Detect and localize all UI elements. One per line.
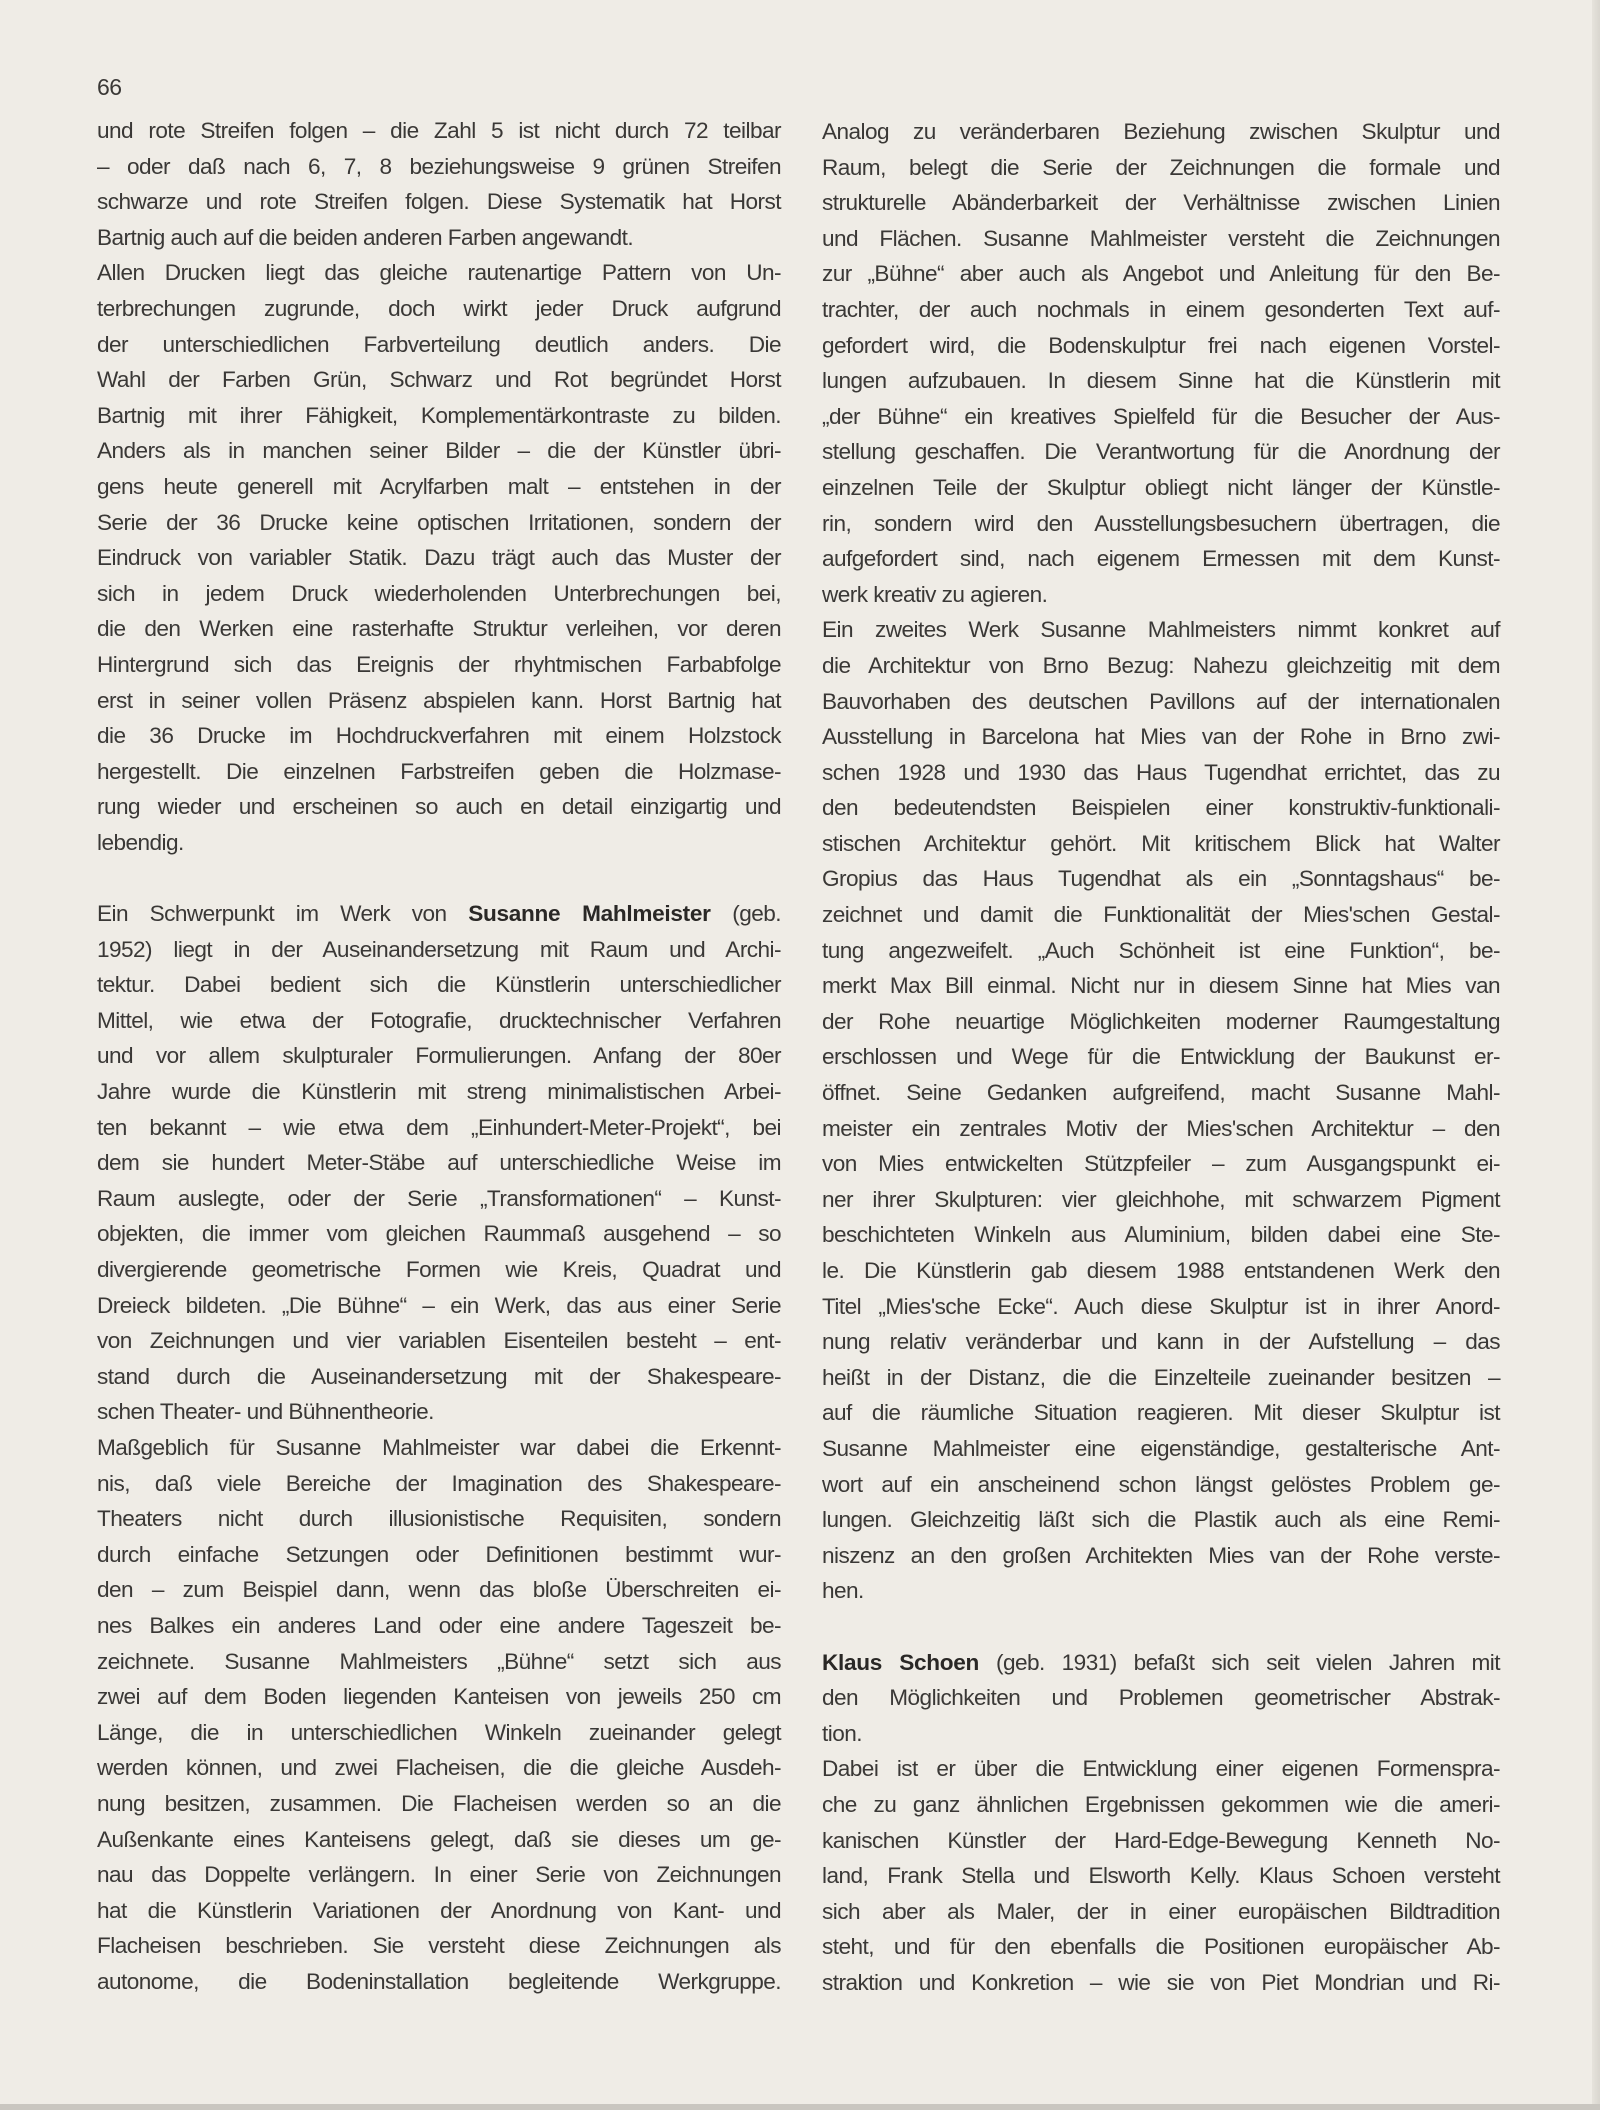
text-line: schwarze und rote Streifen folgen. Diese Systematik hat Horst: [97, 189, 781, 215]
text-line: Außenkante eines Kanteisens gelegt, daß sie dieses um ge-: [97, 1826, 781, 1852]
paragraph-mies-ecke: [822, 612, 1500, 1609]
text-line: Allen Drucken liegt das gleiche rautenartige Pattern von Un-: [97, 260, 781, 286]
text-line: kanischen Künstler der Hard-Edge-Bewegung Kenneth No-: [822, 1827, 1500, 1853]
text-line: nes Balkes ein anderes Land oder eine andere Tageszeit be-: [97, 1612, 781, 1638]
text-line: merkt Max Bill einmal. Nicht nur in diesem Sinne hat Mies van: [822, 973, 1500, 999]
paragraph-bartnig-systematik: [97, 113, 781, 255]
artist-name-schoen: Klaus Schoen: [822, 1649, 980, 1675]
text-line: stischen Architektur gehört. Mit kritischem Blick hat Walter: [822, 830, 1500, 856]
paragraph-schoen-intro: [822, 1645, 1500, 1752]
text-line: wort auf ein anscheinend schon längst gelöstes Problem ge-: [822, 1471, 1500, 1497]
text-line: tion.: [822, 1720, 862, 1746]
text-line: nung relativ veränderbar und kann in der Aufstellung – das: [822, 1329, 1500, 1355]
text-line: terbrechungen zugrunde, doch wirkt jeder Druck aufgrund: [97, 295, 781, 321]
text-line: steht, und für den ebenfalls die Positionen europäischer Ab-: [822, 1934, 1500, 1960]
text-line: zeichnete. Susanne Mahlmeisters „Bühne“ setzt sich aus: [97, 1648, 781, 1674]
text-line: und Flächen. Susanne Mahlmeister versteht die Zeichnungen: [822, 225, 1500, 251]
text-line: lungen aufzubauen. In diesem Sinne hat die Künstlerin mit: [822, 368, 1500, 394]
text-line: sich aber als Maler, der in einer europäischen Bildtradition: [822, 1898, 1500, 1924]
text-line: Theaters nicht durch illusionistische Requisiten, sondern: [97, 1506, 781, 1532]
text-line: Gropius das Haus Tugendhat als ein „Sonntagshaus“ be-: [822, 866, 1500, 892]
page-edge: [1592, 0, 1600, 2110]
text-line: strukturelle Abänderbarkeit der Verhältnisse zwischen Linien: [822, 190, 1500, 216]
text-line: Bartnig mit ihrer Fähigkeit, Komplementärkontraste zu bilden.: [97, 402, 781, 428]
text-line: werk kreativ zu agieren.: [822, 581, 1048, 607]
text-line: meister ein zentrales Motiv der Mies'schen Architektur – den: [822, 1115, 1500, 1141]
text-line: nau das Doppelte verlängern. In einer Serie von Zeichnungen: [97, 1862, 781, 1888]
text-line: hen.: [822, 1578, 864, 1604]
text-line: den Möglichkeiten und Problemen geometrischer Abstrak-: [822, 1685, 1500, 1711]
text-line: den – zum Beispiel dann, wenn das bloße Überschreiten ei-: [97, 1577, 781, 1603]
text-line: die Architektur von Brno Bezug: Nahezu gleichzeitig mit dem: [822, 652, 1500, 678]
text-line: – oder daß nach 6, 7, 8 beziehungsweise 9 grünen Streifen: [97, 153, 781, 179]
text-line: Jahre wurde die Künstlerin mit streng minimalistischen Arbei-: [97, 1079, 781, 1105]
paragraph-schoen-formensprache: [822, 1751, 1500, 2000]
text-line: autonome, die Bodeninstallation begleitende Werkgruppe.: [97, 1968, 781, 1994]
text-line: le. Die Künstlerin gab diesem 1988 entstandenen Werk den: [822, 1258, 1500, 1283]
text-line: Wahl der Farben Grün, Schwarz und Rot begründet Horst: [97, 367, 781, 393]
text-line: erschlossen und Wege für die Entwicklung der Baukunst er-: [822, 1044, 1500, 1070]
text-line: und rote Streifen folgen – die Zahl 5 ist nicht durch 72 teilbar: [97, 118, 781, 143]
text-line: ten bekannt – wie etwa dem „Einhundert-Meter-Projekt“, bei: [97, 1114, 781, 1140]
text-line: che zu ganz ähnlichen Ergebnissen gekommen wie die ameri-: [822, 1791, 1500, 1817]
page-bottom-edge: [0, 2104, 1600, 2110]
left-column: [97, 113, 781, 1999]
text-line: schen Theater- und Bühnentheorie.: [97, 1399, 434, 1425]
text-line: Raum auslegte, oder der Serie „Transformationen“ – Kunst-: [97, 1185, 781, 1211]
text-line: straktion und Konkretion – wie sie von Piet Mondrian und Ri-: [822, 1969, 1500, 1995]
text-line: zeichnet und damit die Funktionalität der Mies'schen Gestal-: [822, 902, 1500, 928]
right-column: [822, 114, 1500, 2000]
text-line: gens heute generell mit Acrylfarben malt – entstehen in der: [97, 473, 781, 499]
text-line: Analog zu veränderbaren Beziehung zwischen Skulptur und: [822, 119, 1500, 144]
text-line: niszenz an den großen Architekten Mies van der Rohe verste-: [822, 1542, 1500, 1568]
text-line: lungen. Gleichzeitig läßt sich die Plastik auch als eine Remi-: [822, 1507, 1500, 1533]
text-line: erst in seiner vollen Präsenz abspielen kann. Horst Bartnig hat: [97, 687, 781, 713]
text-line: und vor allem skulpturaler Formulierungen. Anfang der 80er: [97, 1043, 781, 1069]
text-line: Bauvorhaben des deutschen Pavillons auf der internationalen: [822, 688, 1500, 714]
text-line: Dreieck bildeten. „Die Bühne“ – ein Werk, das aus einer Serie: [97, 1292, 781, 1318]
text-line: stand durch die Auseinandersetzung mit der Shakespeare-: [97, 1363, 781, 1389]
text-line: divergierende geometrische Formen wie Kreis, Quadrat und: [97, 1257, 781, 1282]
text-line: tektur. Dabei bedient sich die Künstlerin unterschiedlicher: [97, 972, 781, 998]
text-line: öffnet. Seine Gedanken aufgreifend, macht Susanne Mahl-: [822, 1080, 1500, 1106]
paragraph-bartnig-drucke: [97, 255, 781, 860]
text-line: Bartnig auch auf die beiden anderen Farben angewandt.: [97, 224, 634, 250]
text-line: Dabei ist er über die Entwicklung einer eigenen Formenspra-: [822, 1756, 1500, 1782]
text-line: objekten, die immer vom gleichen Raummaß ausgehend – so: [97, 1221, 781, 1247]
text-line: rung wieder und erscheinen so auch en detail einzigartig und: [97, 794, 781, 820]
text-line: einzelnen Teile der Skulptur obliegt nicht länger der Künstle-: [822, 474, 1500, 500]
text-line: Eindruck von variabler Statik. Dazu trägt auch das Muster der: [97, 545, 781, 571]
text-line: Ein zweites Werk Susanne Mahlmeisters nimmt konkret auf: [822, 617, 1500, 643]
text-line: hat die Künstlerin Variationen der Anordnung von Kant- und: [97, 1897, 781, 1923]
text-line: nung besitzen, zusammen. Die Flacheisen werden so an die: [97, 1790, 781, 1816]
text-line: Länge, die in unterschiedlichen Winkeln zueinander gelegt: [97, 1719, 781, 1745]
paragraph-gap: [822, 1609, 1500, 1645]
text-line: durch einfache Setzungen oder Definitionen bestimmt wur-: [97, 1541, 781, 1567]
text-line: schen 1928 und 1930 das Haus Tugendhat errichtet, das zu: [822, 759, 1500, 785]
text-line: aufgefordert sind, nach eigenem Ermessen mit dem Kunst-: [822, 546, 1500, 572]
paragraph-zeichnungen: [822, 114, 1500, 612]
text-line: werden können, und zwei Flacheisen, die die gleiche Ausdeh-: [97, 1755, 781, 1781]
text-line: von Zeichnungen und vier variablen Eisenteilen besteht – ent-: [97, 1328, 781, 1354]
text-line: Raum, belegt die Serie der Zeichnungen die formale und: [822, 154, 1500, 180]
text-line: tung angezweifelt. „Auch Schönheit ist eine Funktion“, be-: [822, 937, 1500, 963]
text-line: Flacheisen beschrieben. Sie versteht diese Zeichnungen als: [97, 1933, 781, 1959]
text-line: Maßgeblich für Susanne Mahlmeister war dabei die Erkennt-: [97, 1434, 781, 1460]
text-fragment: (geb.: [710, 901, 782, 927]
text-line: ner ihrer Skulpturen: vier gleichhohe, mit schwarzem Pigment: [822, 1186, 1500, 1212]
text-line: die 36 Drucke im Hochdruckverfahren mit einem Holzstock: [97, 723, 781, 749]
text-line: [822, 1645, 1500, 1681]
paragraph-mahlmeister-buehne: [97, 1430, 781, 2000]
text-line: zwei auf dem Boden liegenden Kanteisen von jeweils 250 cm: [97, 1684, 781, 1710]
text-line: hergestellt. Die einzelnen Farbstreifen geben die Holzmase-: [97, 758, 781, 784]
text-line: der unterschiedlichen Farbverteilung deutlich anders. Die: [97, 331, 781, 357]
text-line: land, Frank Stella und Elsworth Kelly. Klaus Schoen versteht: [822, 1863, 1500, 1889]
text-line: der Rohe neuartige Möglichkeiten moderner Raumgestaltung: [822, 1008, 1500, 1034]
paragraph-mahlmeister-intro: [97, 896, 781, 1430]
artist-name-mahlmeister: Susanne Mahlmeister: [468, 901, 711, 927]
paragraph-gap: [97, 860, 781, 896]
text-line: lebendig.: [97, 829, 184, 855]
text-line: stellung geschaffen. Die Verantwortung für die Anordnung der: [822, 439, 1500, 465]
text-line: Mittel, wie etwa der Fotografie, drucktechnischer Verfahren: [97, 1007, 781, 1033]
text-line: die den Werken eine rasterhafte Struktur verleihen, vor deren: [97, 616, 781, 642]
text-line: 1952) liegt in der Auseinandersetzung mit Raum und Archi-: [97, 936, 781, 962]
text-line: dem sie hundert Meter-Stäbe auf unterschiedliche Weise im: [97, 1150, 781, 1176]
text-line: auf die räumliche Situation reagieren. Mit dieser Skulptur ist: [822, 1400, 1500, 1426]
text-line: Ausstellung in Barcelona hat Mies van der Rohe in Brno zwi-: [822, 724, 1500, 750]
text-fragment: (geb. 1931) befaßt sich seit vielen Jahren mit: [979, 1649, 1501, 1675]
text-line: heißt in der Distanz, die die Einzelteile zueinander besitzen –: [822, 1364, 1500, 1390]
text-line: Titel „Mies'sche Ecke“. Auch diese Skulptur ist in ihrer Anord-: [822, 1293, 1500, 1319]
text-line: von Mies entwickelten Stützpfeiler – zum Ausgangspunkt ei-: [822, 1151, 1500, 1177]
text-line: sich in jedem Druck wiederholenden Unterbrechungen bei,: [97, 580, 781, 606]
text-line: den bedeutendsten Beispielen einer konstruktiv-funktionali-: [822, 795, 1500, 821]
text-line: Anders als in manchen seiner Bilder – die der Künstler übri-: [97, 438, 781, 464]
text-line: Susanne Mahlmeister eine eigenständige, gestalterische Ant-: [822, 1435, 1500, 1461]
text-line: beschichteten Winkeln aus Aluminium, bilden dabei eine Ste-: [822, 1222, 1500, 1248]
text-line: zur „Bühne“ aber auch als Angebot und Anleitung für den Be-: [822, 261, 1500, 287]
text-line: nis, daß viele Bereiche der Imagination des Shakespeare-: [97, 1470, 781, 1496]
text-line: [97, 896, 781, 932]
text-line: Serie der 36 Drucke keine optischen Irritationen, sondern der: [97, 509, 781, 535]
page-number: 66: [97, 74, 122, 100]
text-line: trachter, der auch nochmals in einem gesonderten Text auf-: [822, 296, 1500, 322]
text-line: rin, sondern wird den Ausstellungsbesuchern übertragen, die: [822, 510, 1500, 536]
text-fragment: Ein Schwerpunkt im Werk von: [97, 901, 469, 927]
text-line: „der Bühne“ ein kreatives Spielfeld für die Besucher der Aus-: [822, 403, 1500, 429]
text-line: gefordert wird, die Bodenskulptur frei nach eigenen Vorstel-: [822, 332, 1500, 358]
text-line: Hintergrund sich das Ereignis der rhyhtmischen Farbabfolge: [97, 651, 781, 677]
